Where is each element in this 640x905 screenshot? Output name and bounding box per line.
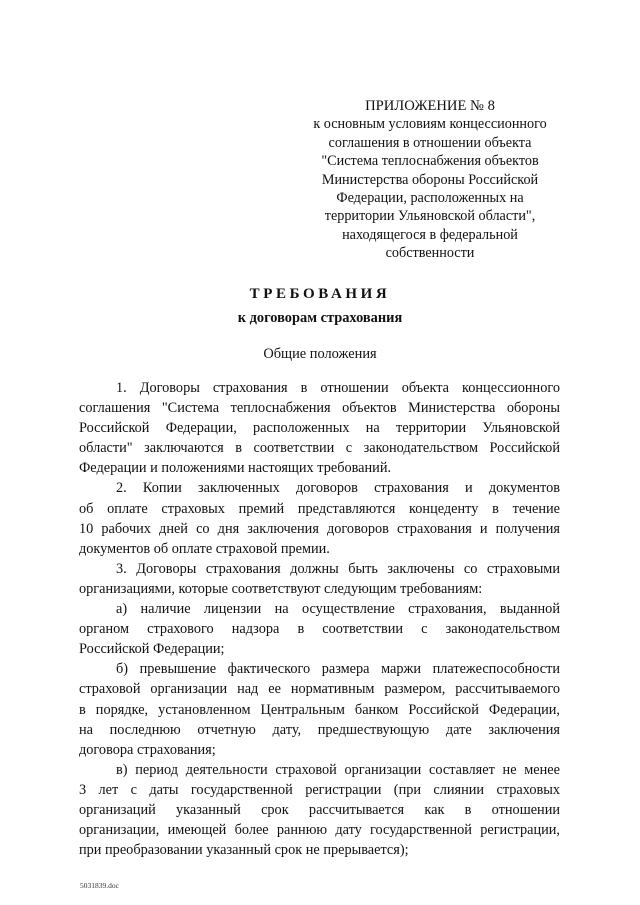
text-line: Федерации и положениями настоящих требований.: [79, 460, 392, 477]
paragraph-1: [79, 378, 560, 478]
document-subtitle: к договорам страхования: [237, 310, 403, 326]
text-line: 1. Договоры страхования в отношении объекта концессионного: [116, 380, 560, 396]
text-line: области" заключаются в соответствии с законодательством Российской: [79, 440, 560, 457]
text-line: организации, имеющей более раннюю дату государственной регистрации,: [79, 822, 560, 839]
appendix-header: [300, 97, 560, 263]
text-line: в порядке, установленном Центральным банком Российской Федерации,: [79, 701, 560, 718]
text-line: б) превышение фактического размера маржи платежеспособности: [116, 661, 560, 678]
appendix-line: территории Ульяновской области",: [324, 208, 536, 225]
paragraph-3c: [79, 760, 560, 860]
text-line: 3 лет с даты государственной регистрации (при слиянии страховых: [79, 781, 560, 798]
text-line: страховой организации над ее нормативным размером, рассчитываемого: [79, 681, 560, 698]
text-line: организаций указанный срок рассчитывается как в отношении: [79, 801, 560, 818]
text-line: об оплате страховых премий представляются концеденту в течение: [79, 500, 560, 517]
text-line: 3. Договоры страхования должны быть заключены со страховыми: [116, 560, 560, 577]
paragraph-3b: [79, 659, 560, 759]
text-line: Российской Федерации, расположенных на территории Ульяновской: [79, 420, 560, 437]
paragraph-3a: [79, 599, 560, 659]
appendix-line: к основным условиям концессионного: [313, 116, 547, 133]
paragraph-2: [79, 478, 560, 558]
appendix-line: Министерства обороны Российской: [321, 171, 539, 188]
appendix-line: Федерации, расположенных на: [336, 190, 524, 207]
file-name-footer: 5031839.doc: [80, 881, 119, 890]
text-line: 2. Копии заключенных договоров страхования и документов: [116, 480, 560, 497]
appendix-line: собственности: [385, 245, 475, 262]
section-title: Общие положения: [263, 346, 377, 362]
text-line: органом страхового надзора в соответствии с законодательством: [79, 621, 560, 638]
document-title: ТРЕБОВАНИЯ: [249, 286, 391, 302]
text-line: на последнюю отчетную дату, предшествующую дате заключения: [79, 721, 560, 738]
appendix-title: ПРИЛОЖЕНИЕ № 8: [365, 98, 495, 114]
text-line: Российской Федерации;: [79, 641, 225, 658]
text-line: а) наличие лицензии на осуществление страхования, выданной: [116, 601, 560, 618]
appendix-line: находящегося в федеральной: [342, 226, 518, 243]
appendix-line: "Система теплоснабжения объектов: [321, 153, 539, 170]
appendix-line: соглашения в отношении объекта: [328, 134, 532, 151]
text-line: договора страхования;: [79, 741, 216, 758]
text-line: соглашения "Система теплоснабжения объектов Министерства обороны: [79, 400, 560, 417]
text-line: при преобразовании указанный срок не прерывается);: [79, 842, 409, 859]
text-line: документов об оплате страховой премии.: [79, 540, 330, 557]
document-body: [79, 378, 560, 860]
text-line: в) период деятельности страховой организации составляет не менее: [116, 761, 560, 778]
text-line: организациями, которые соответствуют следующим требованиям:: [79, 580, 483, 597]
text-line: 10 рабочих дней со дня заключения договоров страхования и получения: [79, 520, 560, 537]
paragraph-3: [79, 559, 560, 599]
